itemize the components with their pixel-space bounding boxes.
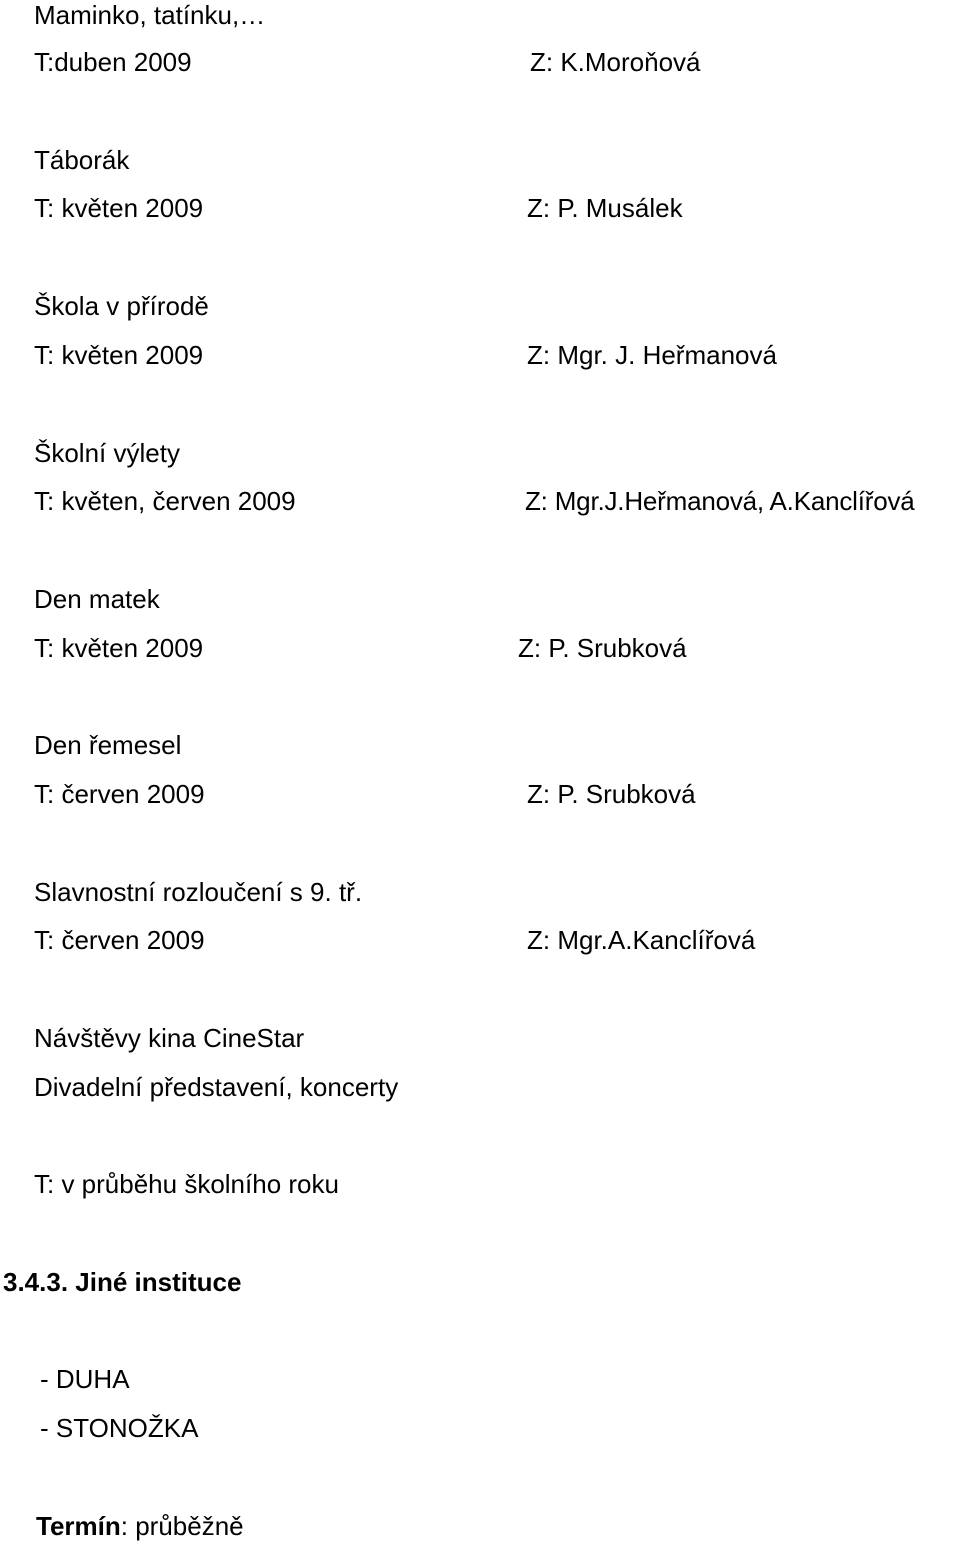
cultural-line-2: Divadelní představení, koncerty [34,1072,399,1102]
section-term-label: Termín [36,1511,121,1541]
event-1-term: T:duben 2009 [34,47,192,77]
event-1-responsible: Z: K.Moroňová [530,47,701,77]
event-4-responsible: Z: Mgr.J.Heřmanová, A.Kanclířová [525,486,915,516]
event-1-title: Maminko, tatínku,… [34,0,266,30]
institution-item-duha: - DUHA [40,1364,130,1394]
event-2-title: Táborák [34,145,130,175]
event-6-title: Den řemesel [34,730,182,760]
event-3-term: T: květen 2009 [34,340,204,370]
section-heading: 3.4.3. Jiné instituce [3,1267,242,1297]
institution-item-stonozka: - STONOŽKA [40,1413,199,1443]
section-term [36,1511,244,1541]
event-7-responsible: Z: Mgr.A.Kanclířová [527,925,756,955]
event-6-responsible: Z: P. Srubková [527,779,696,809]
event-7-term: T: červen 2009 [34,925,205,955]
event-3-title: Škola v přírodě [34,291,209,321]
event-2-responsible: Z: P. Musálek [527,193,683,223]
event-5-responsible: Z: P. Srubková [518,633,687,663]
event-6-term: T: červen 2009 [34,779,205,809]
cultural-term: T: v průběhu školního roku [34,1169,339,1199]
event-7-title: Slavnostní rozloučení s 9. tř. [34,877,363,907]
event-3-responsible: Z: Mgr. J. Heřmanová [527,340,777,370]
section-term-value: : průběžně [120,1511,244,1541]
event-4-term: T: květen, červen 2009 [34,486,296,516]
event-2-term: T: květen 2009 [34,193,204,223]
event-5-title: Den matek [34,584,160,614]
event-4-title: Školní výlety [34,438,180,468]
cultural-line-1: Návštěvy kina CineStar [34,1023,305,1053]
event-5-term: T: květen 2009 [34,633,204,663]
